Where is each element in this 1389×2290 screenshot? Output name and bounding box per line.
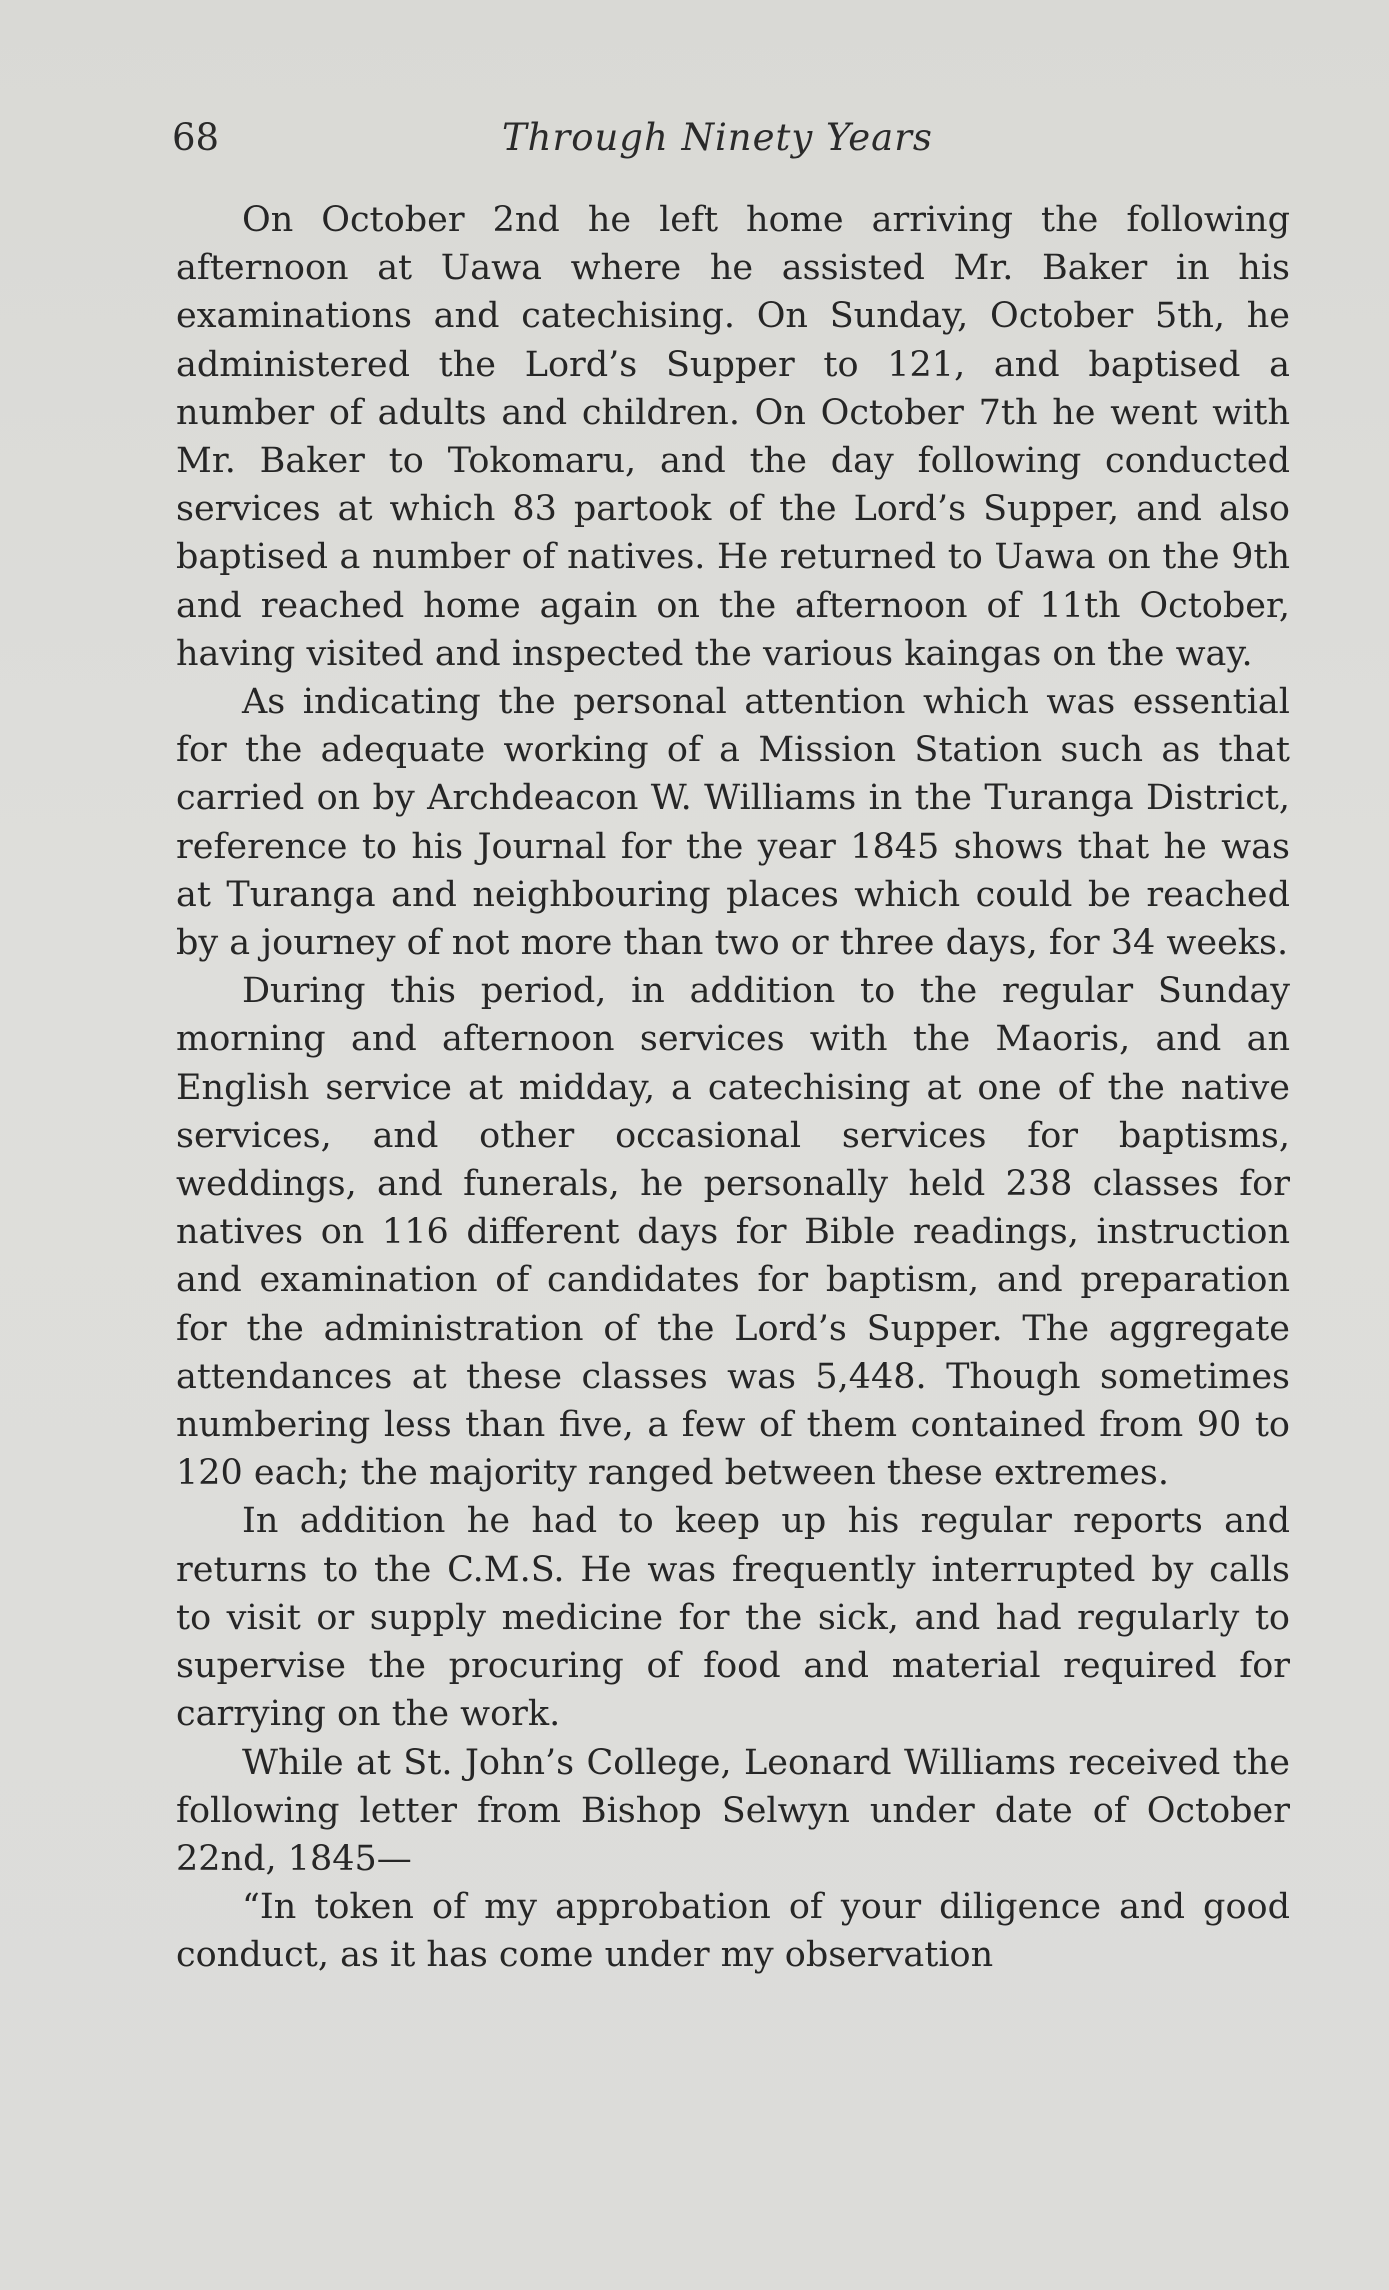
- paragraph-letter-quote: “In token of my approbation of your diligence and good conduct, as it has come under my observation: [176, 1887, 1290, 1976]
- paragraph-journey-to-uawa: On October 2nd he left home arriving the following afternoon at Uawa where he assisted Mr. Baker in his examinations and catechising. On Sunday, October 5th, he administered the Lord’s Supper to 121, and baptised a number of adults and children. On October 7th he went with Mr. Baker to Tokomaru, and the day following conducted services at which 83 partook of the Lord’s Supper, and also baptised a number of natives. He returned to Uawa on the 9th and reached home again on the afternoon of 11th October, having visited and inspected the various kaingas on the way.: [176, 200, 1290, 674]
- running-header: [172, 113, 1292, 163]
- paragraph-personal-attention: As indicating the personal attention which was essential for the adequate working of a Mission Station such as that carried on by Archdeacon W. Williams in the Turanga District, reference to his Journal for the year 1845 shows that he was at Turanga and neighbouring places which could be reached by a journey of not more than two or three days, for 34 weeks.: [176, 682, 1290, 964]
- paragraph-reports-and-returns: In addition he had to keep up his regular reports and returns to the C.M.S. He was frequently interrupted by calls to visit or supply medicine for the sick, and had regularly to supervise the procuring of food and material required for carrying on the work.: [176, 1501, 1290, 1735]
- page-number: 68: [172, 116, 220, 159]
- paragraph-classes-held: During this period, in addition to the regular Sunday morning and afternoon services with the Maoris, and an English service at midday, a catechising at one of the native services, and other occasional services for baptisms, weddings, and funerals, he personally held 238 classes for natives on 116 different days for Bible readings, instruction and examination of candidates for baptism, and preparation for the administration of the Lord’s Supper. The aggregate attendances at these classes was 5,448. Though sometimes numbering less than five, a few of them contained from 90 to 120 each; the majority ranged between these extremes.: [176, 971, 1290, 1494]
- running-title: Through Ninety Years: [502, 116, 933, 159]
- body-text: [176, 196, 1290, 1980]
- paragraph-letter-intro: While at St. John’s College, Leonard Williams received the following letter from Bishop Selwyn under date of October 22nd, 1845—: [176, 1742, 1290, 1879]
